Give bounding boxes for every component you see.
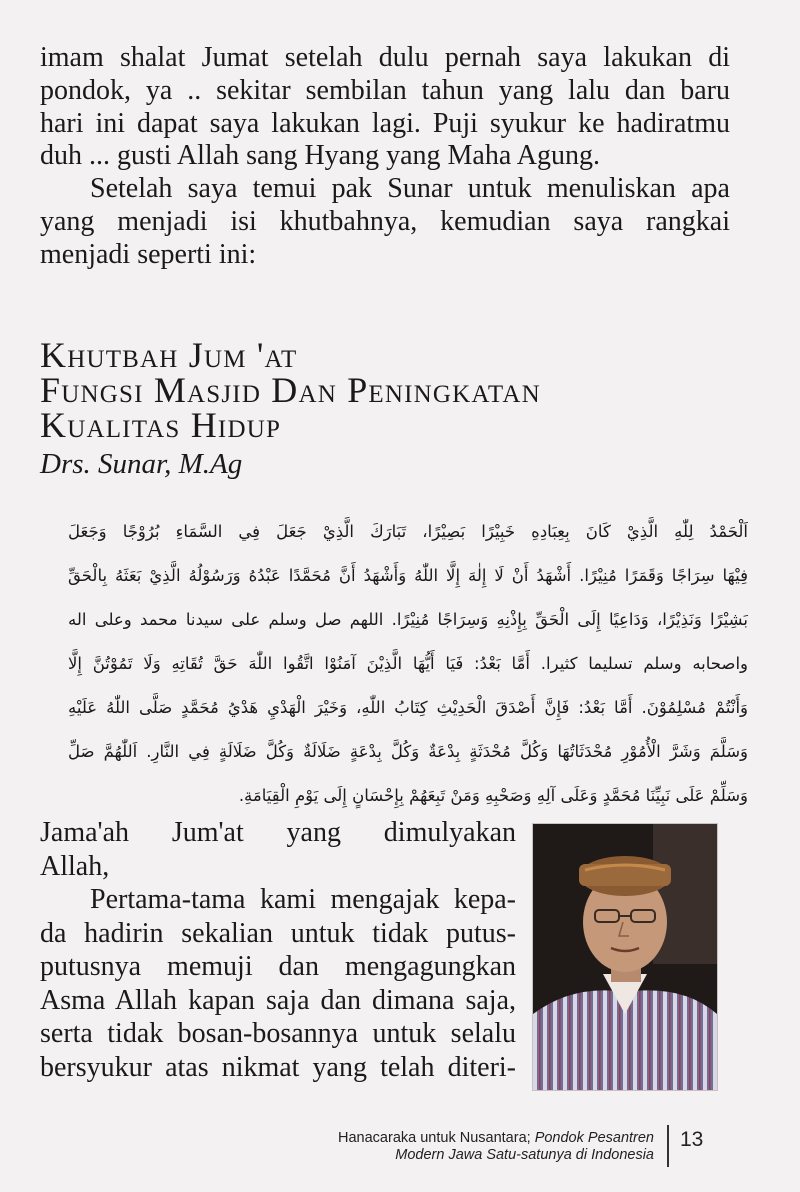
running-footer — [240, 1130, 654, 1164]
section-heading — [40, 335, 740, 445]
arabic-opening-prayer — [68, 510, 748, 818]
intro-paragraph-2 — [40, 173, 730, 271]
intro-paragraph-1 — [40, 42, 730, 173]
text-line: Setelah saya temui pak Sunar untuk menuliskan apa — [90, 173, 730, 205]
text-line: yang menjadi isi khutbahnya, kemudian saya rangkai — [40, 205, 730, 237]
footer-subtitle: Pondok Pesantren — [534, 1130, 654, 1146]
footer-divider — [667, 1125, 669, 1167]
heading-line: Kualitas Hidup — [40, 405, 282, 445]
arabic-line: فِيْهَا سِرَاجًا وَقَمَرًا مُنِيْرًا. أَشْهَدُ أَنْ لَا إِلٰهَ إِلَّا اللّٰهُ وَأَشْهَدُ أَنَّ مُحَمَّدًا عَبْدُهُ وَرَسُوْلُهُ الَّذِيْ بَعَثَهُ بِالْحَقِّ — [68, 566, 748, 585]
page-number: 13 — [680, 1128, 704, 1151]
text-line: serta tidak bosan-bosannya untuk selalu — [40, 1018, 516, 1049]
portrait-illustration — [533, 824, 717, 1090]
text-line: Jama'ah Jum'at yang dimulyakan — [40, 817, 516, 848]
text-line: Pertama-tama kami mengajak kepa- — [90, 884, 516, 915]
text-line: bersyukur atas nikmat yang telah diteri- — [40, 1051, 516, 1083]
text-line: Asma Allah kapan saja dan dimana saja, — [40, 984, 516, 1016]
text-line: hari ini dapat saya lakukan lagi. Puji syukur ke hadiratmu — [40, 107, 730, 139]
arabic-line: اَلْحَمْدُ لِلّٰهِ الَّذِيْ كَانَ بِعِبَادِهِ خَبِيْرًا بَصِيْرًا، تَبَارَكَ الَّذِيْ جَعَلَ فِي السَّمَاءِ بُرُوْجًا وَجَعَلَ — [68, 522, 748, 541]
footer-line-1 — [240, 1130, 654, 1147]
footer-line-2: Modern Jawa Satu-satunya di Indonesia — [395, 1147, 654, 1163]
text-line: da hadirin sekalian untuk tidak putus- — [40, 917, 516, 949]
heading-line: Fungsi Masjid Dan Peningkatan — [40, 370, 541, 410]
arabic-line: بَشِيْرًا وَنَذِيْرًا، وَدَاعِيًا إِلَى الْحَقِّ بِإِذْنِهِ وَسِرَاجًا مُنِيْرًا. اللهم صل وسلم على سيدنا محمد وعلى اله — [68, 610, 748, 629]
sermon-body — [40, 816, 516, 1084]
text-line: duh ... gusti Allah sang Hyang yang Maha Agung. — [40, 140, 600, 172]
text-line: Allah, — [40, 850, 110, 882]
author-portrait-photo — [532, 823, 718, 1091]
footer-title: Hanacaraka untuk Nusantara; — [338, 1130, 535, 1146]
arabic-line: وَسَلِّمْ عَلَى نَبِيِّنَا مُحَمَّدٍ وَعَلَى آلِهِ وَصَحْبِهِ وَمَنْ تَبِعَهُمْ بِإِحْسَانٍ إِلَى يَوْمِ الْقِيَامَةِ. — [238, 786, 748, 805]
text-line: menjadi seperti ini: — [40, 238, 257, 270]
text-line: pondok, ya .. sekitar sembilan tahun yang lalu dan baru — [40, 74, 730, 106]
text-line: imam shalat Jumat setelah dulu pernah saya lakukan di — [40, 42, 730, 73]
heading-line: Khutbah Jum 'at — [40, 335, 298, 375]
arabic-line: وَأَنْتُمْ مُسْلِمُوْنَ. أَمَّا بَعْدُ: فَإِنَّ أَصْدَقَ الْحَدِيْثِ كِتَابُ اللّٰهِ، وَخَيْرَ الْهَدْيِ هَدْيُ مُحَمَّدٍ صَلَّى اللّٰهُ عَلَيْهِ — [68, 698, 748, 717]
arabic-line: واصحابه وسلم تسليما كثيرا. أَمَّا بَعْدُ: فَيَا أَيُّهَا الَّذِيْنَ آمَنُوْا اتَّقُوا اللّٰهَ حَقَّ تُقَاتِهِ وَلَا تَمُوْتُنَّ إِلَّا — [68, 654, 748, 673]
intro-text — [40, 42, 730, 272]
author-name: Drs. Sunar, M.Ag — [40, 448, 243, 480]
arabic-line: وَسَلَّمَ وَشَرَّ الْأُمُوْرِ مُحْدَثَاتُهَا وَكُلَّ مُحْدَثَةٍ بِدْعَةٌ وَكُلَّ بِدْعَةٍ ضَلَالَةٌ وَكُلَّ ضَلَالَةٍ فِي النَّارِ. اَللّٰهُمَّ صَلِّ — [68, 742, 748, 761]
text-line: putusnya memuji dan mengagungkan — [40, 951, 516, 982]
